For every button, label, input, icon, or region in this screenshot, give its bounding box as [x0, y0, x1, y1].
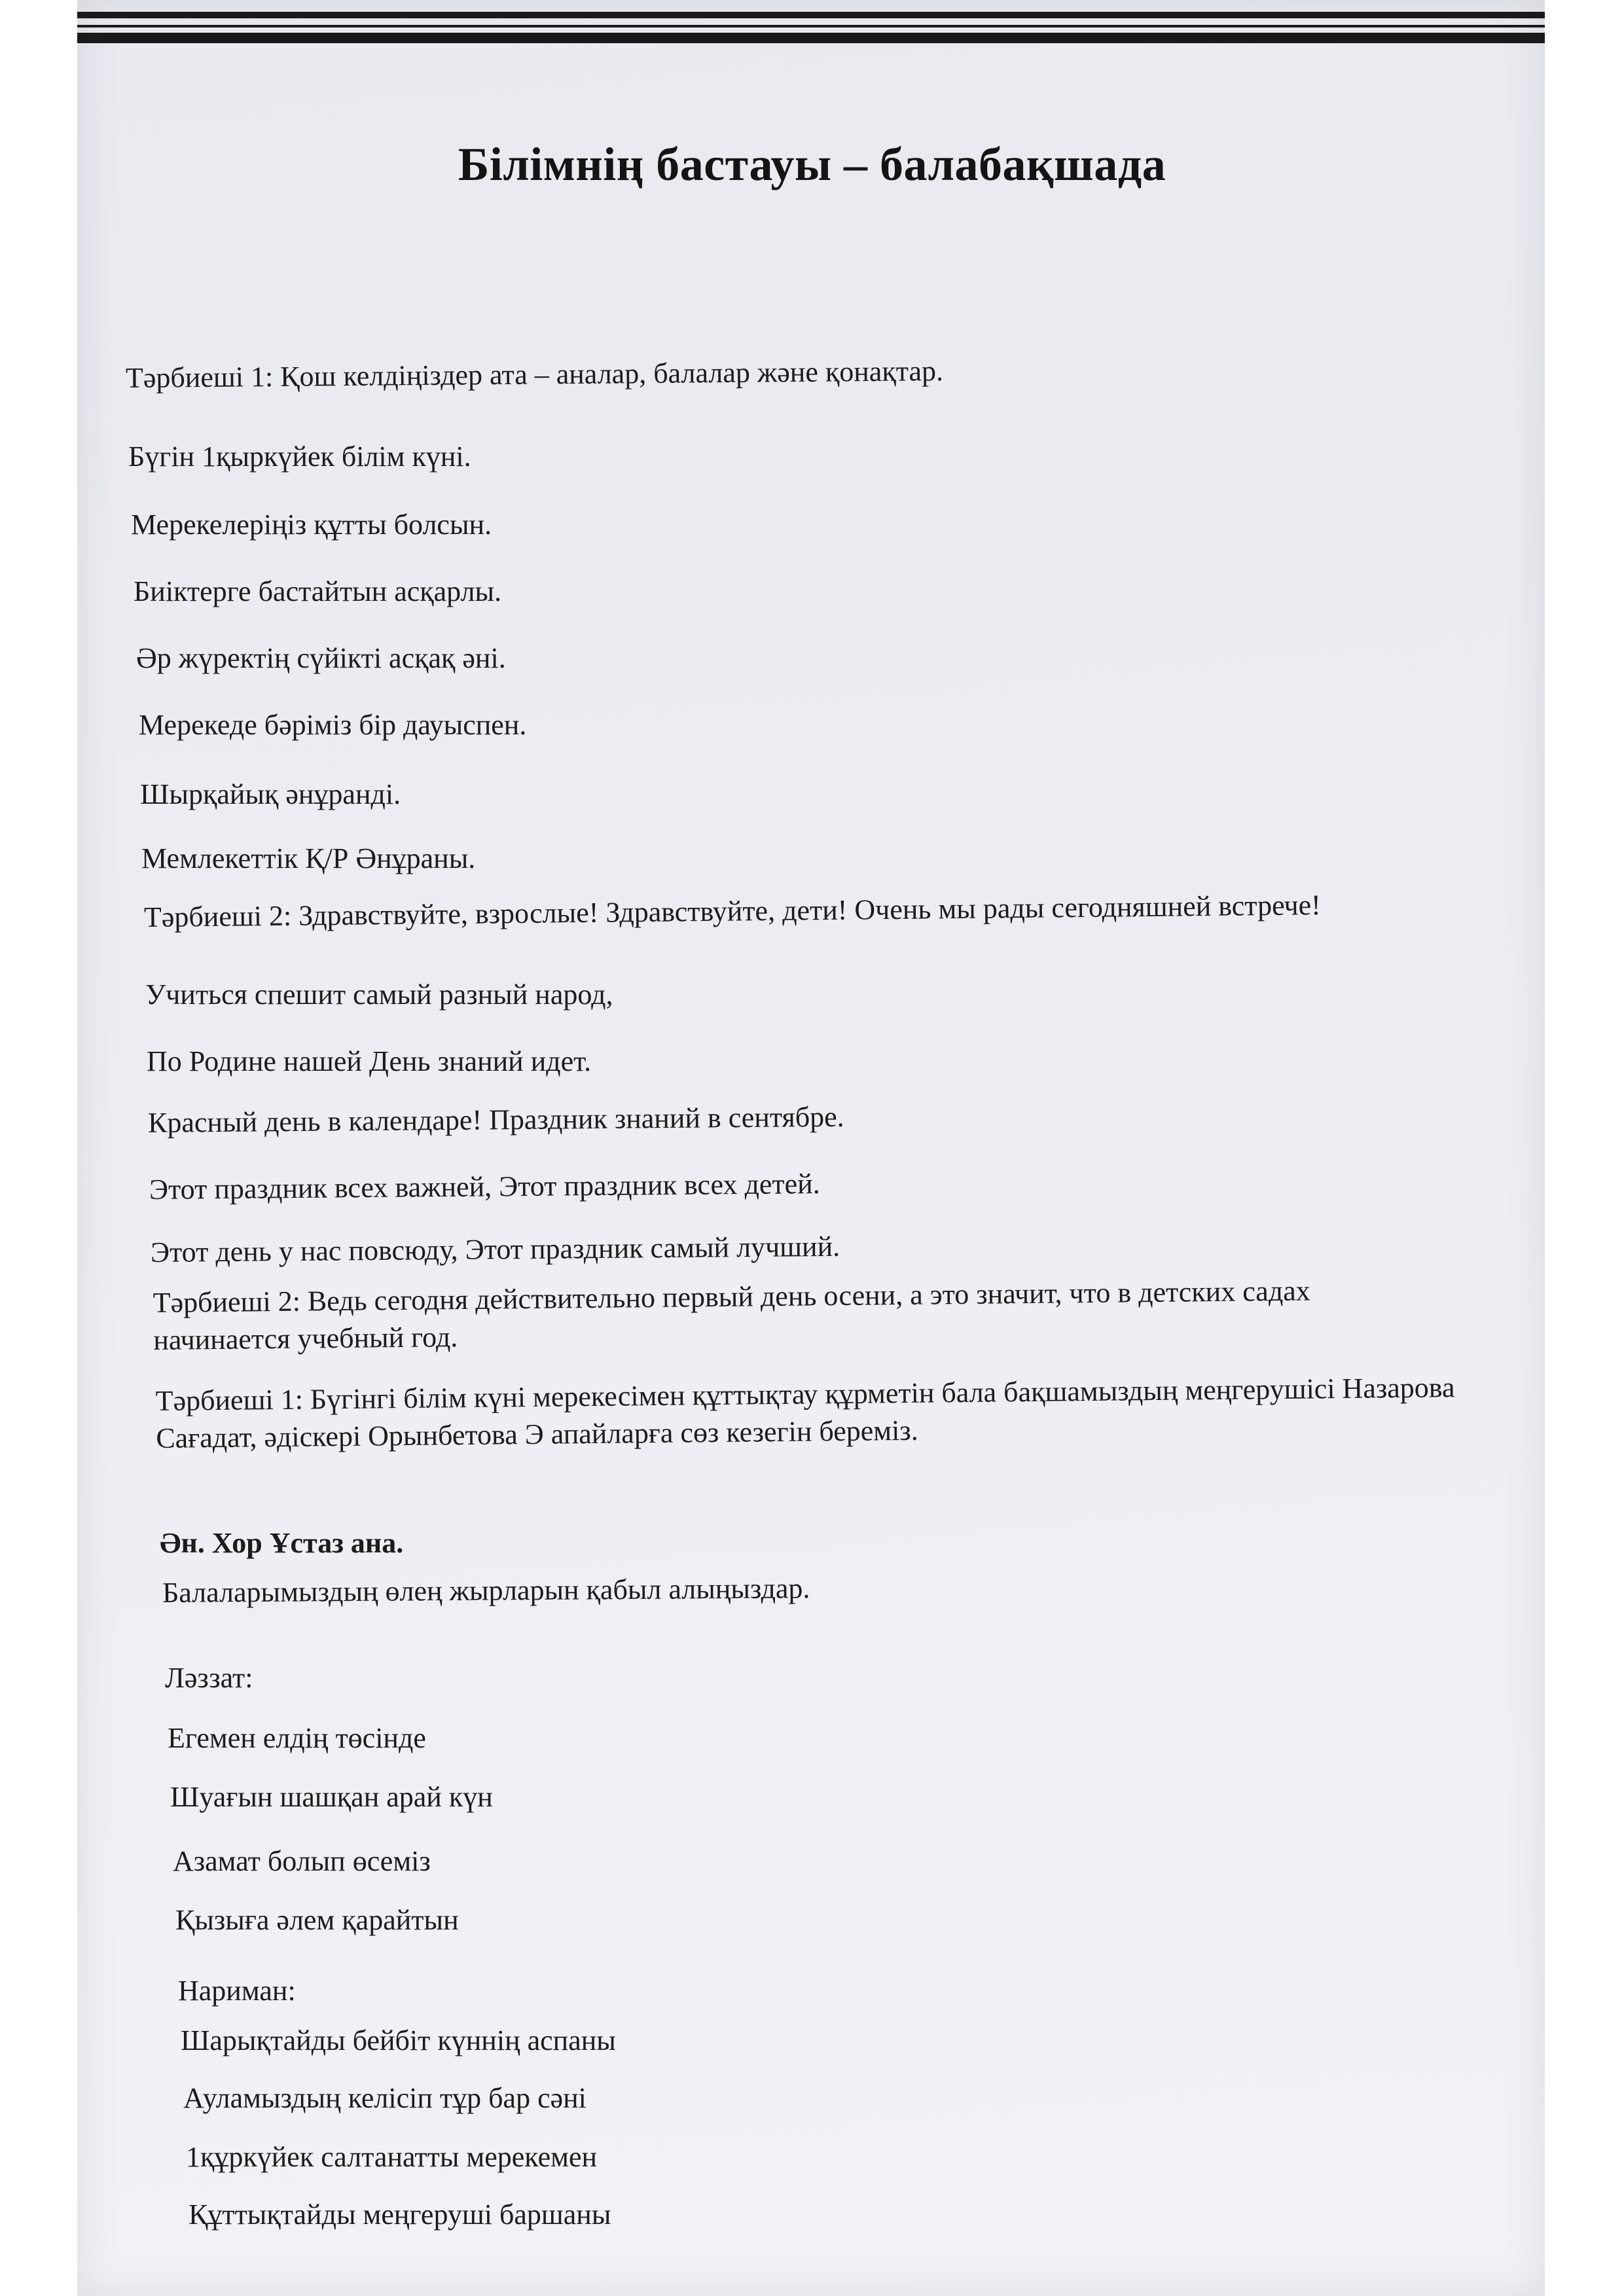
text-line: Тәрбиеші 2: Здравствуйте, взрослые! Здравствуйте, дети! Очень мы рады сегодняшней встрече! [143, 889, 1322, 933]
text-line: Әр жүректің сүйікті асқақ әні. [136, 642, 506, 674]
poem-line: Азамат болып өсеміз [173, 1845, 431, 1877]
header-rule-top [77, 12, 1545, 18]
text-line: Бүгін 1қыркүйек білім күні. [128, 440, 471, 473]
text-line: Этот день у нас повсюду, Этот праздник самый лучший. [150, 1230, 840, 1268]
poem-line: Егемен елдің төсінде [168, 1722, 426, 1754]
text-line: Балаларымыздың өлең жырларын қабыл алыңыздар. [162, 1572, 810, 1609]
text-line: Красный день в календаре! Праздник знаний в сентябре. [147, 1100, 844, 1139]
text-paragraph: Тәрбиеші 1: Бүгінгі білім күні мерекесімен құттықтау құрметін бала бақшамыздың меңгерушісі Назарова Сағадат, әдіскері Орынбетова Э апайларға сөз кезегін береміз. [155, 1371, 1455, 1455]
text-line: Этот праздник всех важней, Этот праздник всех детей. [149, 1168, 820, 1206]
poem-line: Құттықтайды меңгеруші баршаны [189, 2198, 611, 2231]
text-line: Биіктерге бастайтын асқарлы. [134, 575, 502, 607]
text-line: Мерекеде бәріміз бір дауыспен. [139, 709, 527, 741]
poem-line: Шуағын шашқан арай күн [170, 1781, 493, 1813]
text-line: Шырқайық әнұранді. [140, 778, 401, 810]
text-line: Учиться спешит самый разный народ, [145, 978, 613, 1011]
poem-line: Шарықтайды бейбіт күннің аспаны [181, 2024, 616, 2056]
document-page [77, 0, 1545, 2296]
header-rule-middle [77, 25, 1545, 27]
header-rule-bottom [77, 33, 1545, 43]
text-line: Тәрбиеші 1: Қош келдіңіздер ата – аналар, балалар және қонақтар. [125, 355, 944, 394]
document-title: Білімнің бастауы – балабақшада [458, 138, 1166, 190]
text-line: Мерекелеріңіз құтты болсын. [131, 509, 492, 541]
song-heading: Ән. Хор Ұстаз ана. [160, 1527, 404, 1559]
text-paragraph: Тәрбиеші 2: Ведь сегодня действительно первый день осени, а это значит, что в детских садах начинается учебный год. [153, 1274, 1310, 1357]
poem-line: Қызыға әлем қарайтын [175, 1904, 459, 1936]
poem-line: 1құркүйек салтанатты мерекемен [186, 2141, 598, 2173]
text-line: По Родине нашей День знаний идет. [147, 1045, 592, 1077]
speaker-label: Ләззат: [165, 1662, 253, 1694]
poem-line: Ауламыздың келісіп тұр бар сәні [183, 2082, 586, 2114]
text-line: Мемлекеттік Қ/Р Әнұраны. [141, 842, 476, 874]
speaker-label: Нариман: [178, 1975, 296, 2007]
